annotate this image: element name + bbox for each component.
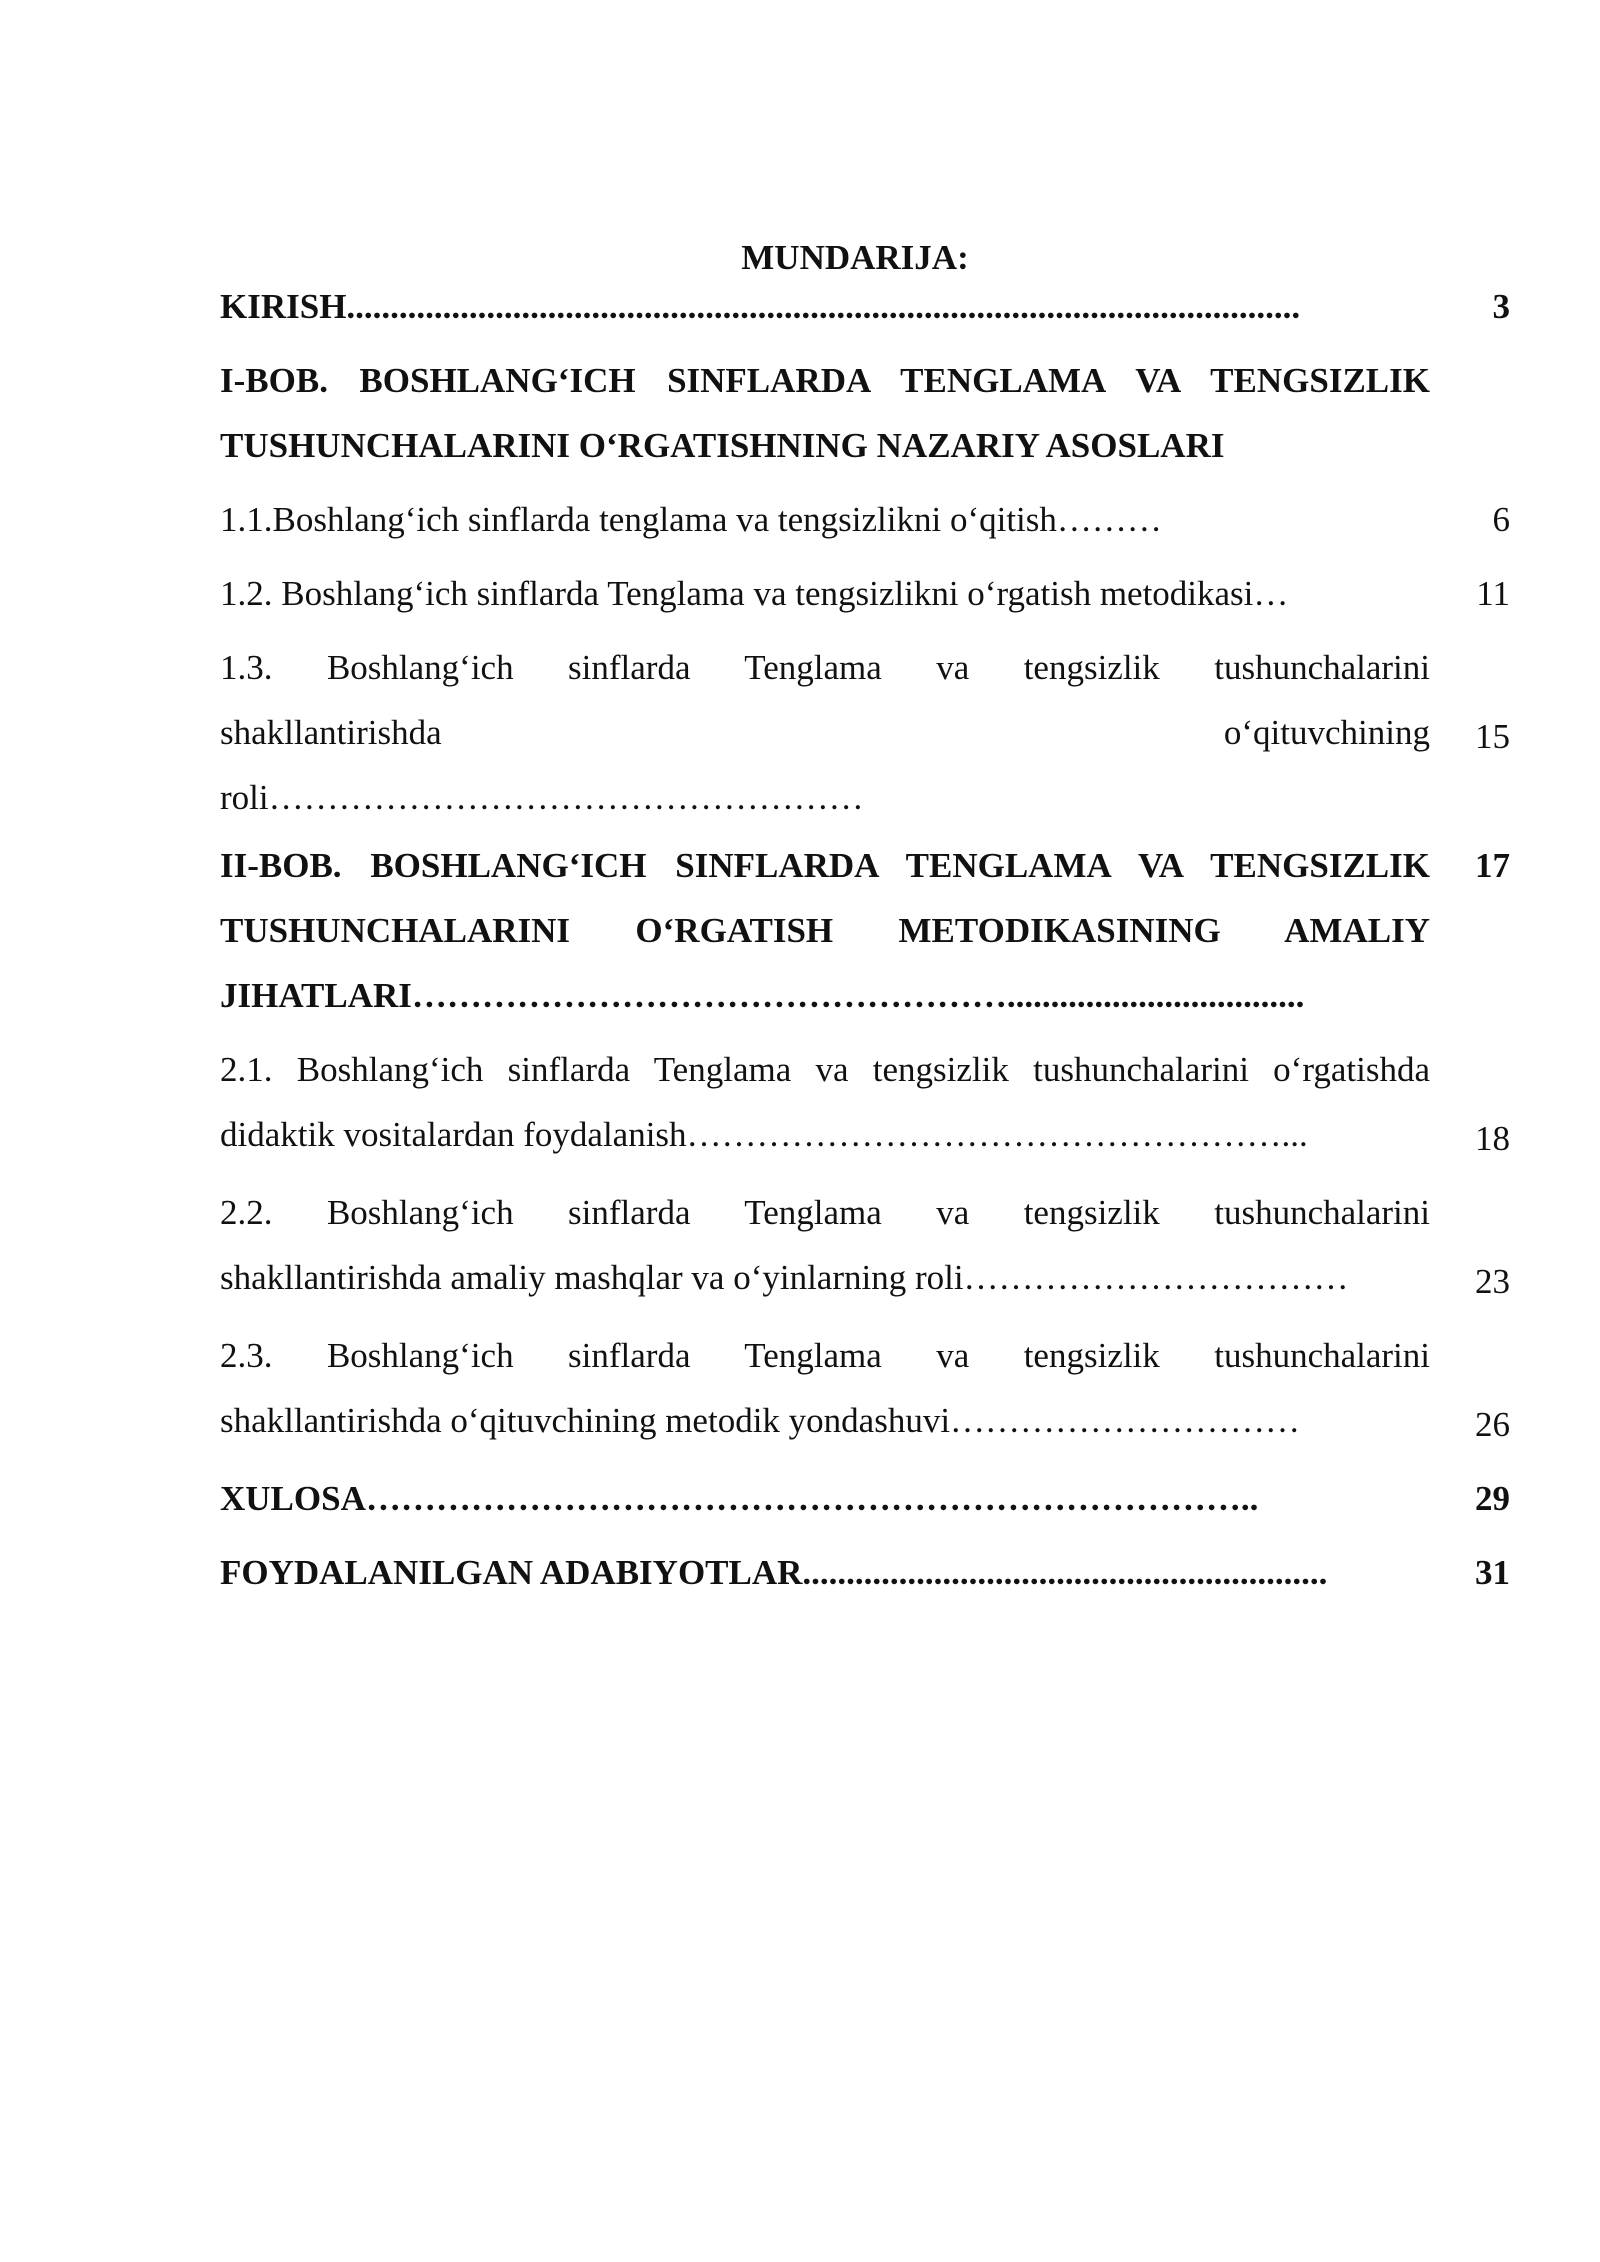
toc-section-1-3-line-3: roli……………………………………………: [220, 778, 864, 817]
toc-page-2-3: 26: [1475, 1405, 1510, 1444]
toc-chapter-2-line-1: II-BOB. BOSHLANG‘ICH SINFLARDA TENGLAMA VA TENGSIZLIK: [220, 846, 1430, 885]
toc-section-2-2-line-2: shakllantirishda amaliy mashqlar va o‘yinlarning roli……………………………: [220, 1258, 1349, 1297]
toc-section-2-1-line-2: didaktik vositalardan foydalanish……………………………………………...: [220, 1115, 1308, 1154]
toc-page-1-2: 11: [1476, 574, 1510, 613]
toc-section-2-3-line-1: 2.3. Boshlang‘ich sinflarda Tenglama va tengsizlik tushunchalarini: [220, 1336, 1430, 1375]
toc-page-1-1: 6: [1492, 500, 1510, 539]
toc-section-1-2: 1.2. Boshlang‘ich sinflarda Tenglama va tengsizlikni o‘rgatish metodikasi…: [220, 574, 1289, 613]
toc-section-2-2-line-1: 2.2. Boshlang‘ich sinflarda Tenglama va tengsizlik tushunchalarini: [220, 1193, 1430, 1232]
toc-page-adabiyotlar: 31: [1475, 1553, 1510, 1592]
toc-page-1-3: 15: [1475, 717, 1510, 756]
toc-page-2-2: 23: [1475, 1262, 1510, 1301]
page-title: MUNDARIJA:: [741, 238, 969, 277]
toc-chapter-2-line-3: JIHATLARI……………………………………………..................................: [220, 976, 1305, 1015]
toc-section-2-1-line-1: 2.1. Boshlang‘ich sinflarda Tenglama va tengsizlik tushunchalarini o‘rgatishda: [220, 1050, 1430, 1089]
toc-chapter-1-line-1: I-BOB. BOSHLANG‘ICH SINFLARDA TENGLAMA VA TENGSIZLIK: [220, 361, 1430, 400]
toc-page-2-1: 18: [1475, 1119, 1510, 1158]
toc-page-kirish: 3: [1492, 287, 1510, 326]
toc-chapter-2-line-2: TUSHUNCHALARINI O‘RGATISH METODIKASINING AMALIY: [220, 911, 1430, 950]
toc-section-1-3-line-2: shakllantirishda o‘qituvchining: [220, 713, 1430, 752]
toc-entry-adabiyotlar: FOYDALANILGAN ADABIYOTLAR............................................................: [220, 1553, 1328, 1592]
toc-section-1-1: 1.1.Boshlang‘ich sinflarda tenglama va tengsizlikni o‘qitish………: [220, 500, 1162, 539]
toc-page-chapter-2: 17: [1475, 846, 1510, 885]
toc-section-2-3-line-2: shakllantirishda o‘qituvchining metodik yondashuvi…………………………: [220, 1401, 1301, 1440]
toc-entry-kirish: KIRISH.............................................................................................................: [220, 287, 1301, 326]
toc-section-1-3-line-1: 1.3. Boshlang‘ich sinflarda Tenglama va tengsizlik tushunchalarini: [220, 648, 1430, 687]
toc-page-xulosa: 29: [1475, 1479, 1510, 1518]
toc-chapter-1-line-2: TUSHUNCHALARINI O‘RGATISHNING NAZARIY ASOSLARI: [220, 426, 1225, 465]
toc-entry-xulosa: XULOSA…………………………………………………………………..: [220, 1479, 1259, 1518]
